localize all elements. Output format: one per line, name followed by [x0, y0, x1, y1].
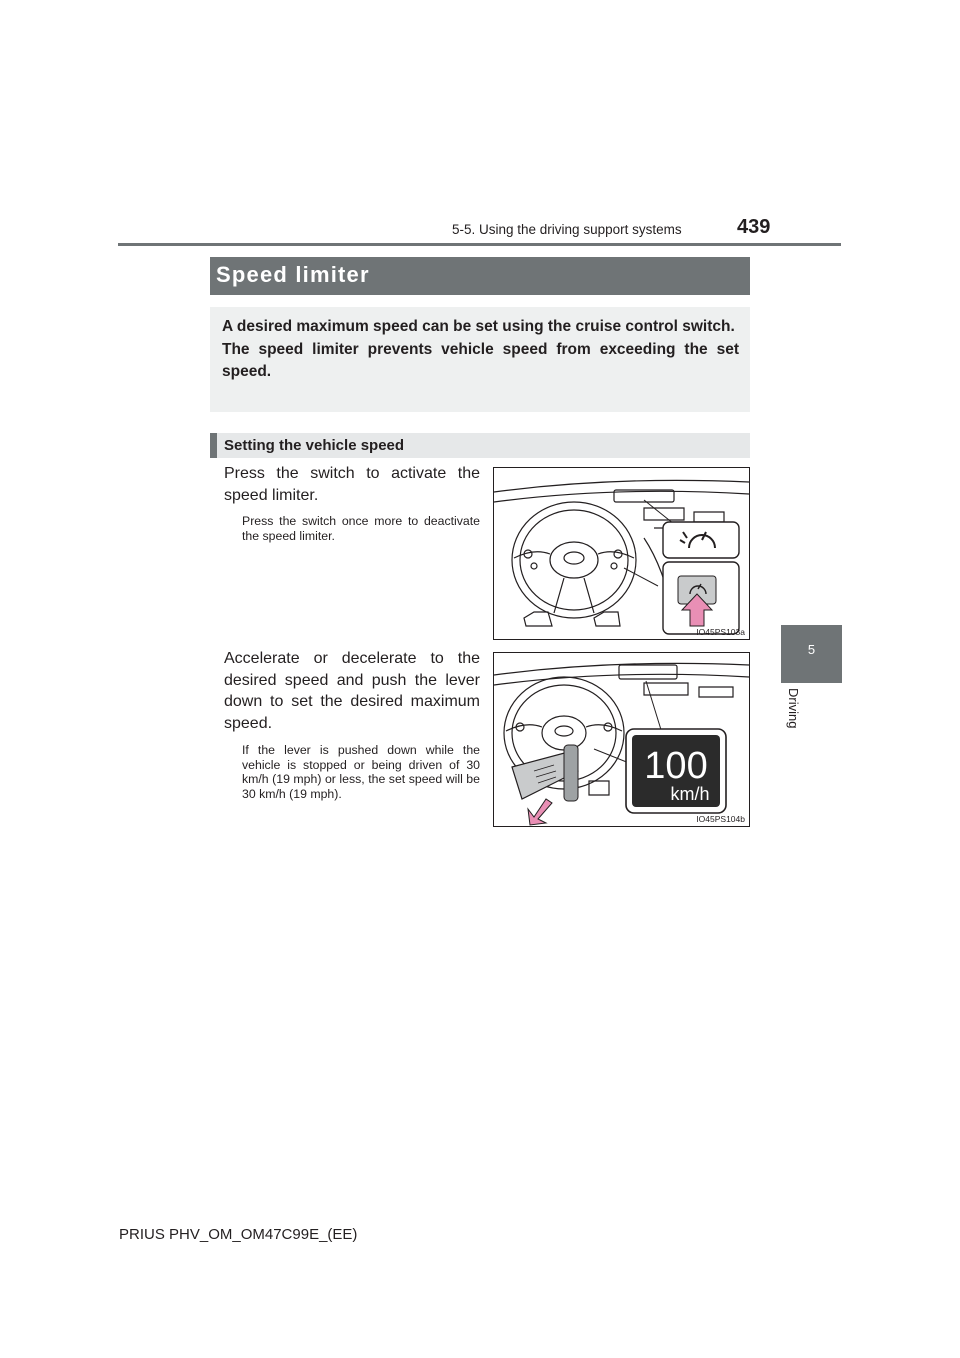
intro-line-2: The speed limiter prevents vehicle speed from exceeding the set speed. — [222, 340, 739, 380]
footer-document-id: PRIUS PHV_OM_OM47C99E_(EE) — [119, 1226, 358, 1243]
step-2-text: Accelerate or decelerate to the desired speed and push the lever down to set the desired maximum speed. — [224, 650, 480, 732]
chapter-number: 5 — [807, 642, 816, 657]
figure-set-speed-lever — [493, 652, 750, 827]
subsection-title: Setting the vehicle speed — [224, 437, 405, 454]
page-number: 439 — [737, 216, 771, 238]
dashboard-switch-illustration — [494, 468, 749, 639]
step-2-note: If the lever is pushed down while the vehicle is stopped or being driven of 30 km/h (19 mph) or less, the set speed will be 30 km/h (19 mph). — [242, 743, 480, 801]
display-speed-value: 100 — [644, 745, 708, 787]
figure-code-1: IO45PS103a — [696, 627, 745, 637]
header-divider — [118, 243, 841, 246]
intro-line-1: A desired maximum speed can be set using the cruise control switch. — [222, 318, 735, 335]
dashboard-lever-illustration — [494, 653, 749, 826]
intro-text — [222, 316, 739, 384]
figure-speed-limiter-switch — [493, 467, 750, 640]
header-section-title: 5-5. Using the driving support systems — [452, 222, 682, 237]
figure-code-2: IO45PS104b — [696, 814, 745, 824]
chapter-label: Driving — [786, 688, 801, 729]
push-down-arrow-icon — [528, 799, 552, 825]
step-1-text: Press the switch to activate the speed limiter. — [224, 465, 480, 504]
section-title: Speed limiter — [216, 262, 370, 287]
display-speed-unit: km/h — [670, 784, 710, 804]
step-1-note: Press the switch once more to deactivate the speed limiter. — [242, 514, 480, 543]
cruise-control-lever — [512, 745, 578, 801]
